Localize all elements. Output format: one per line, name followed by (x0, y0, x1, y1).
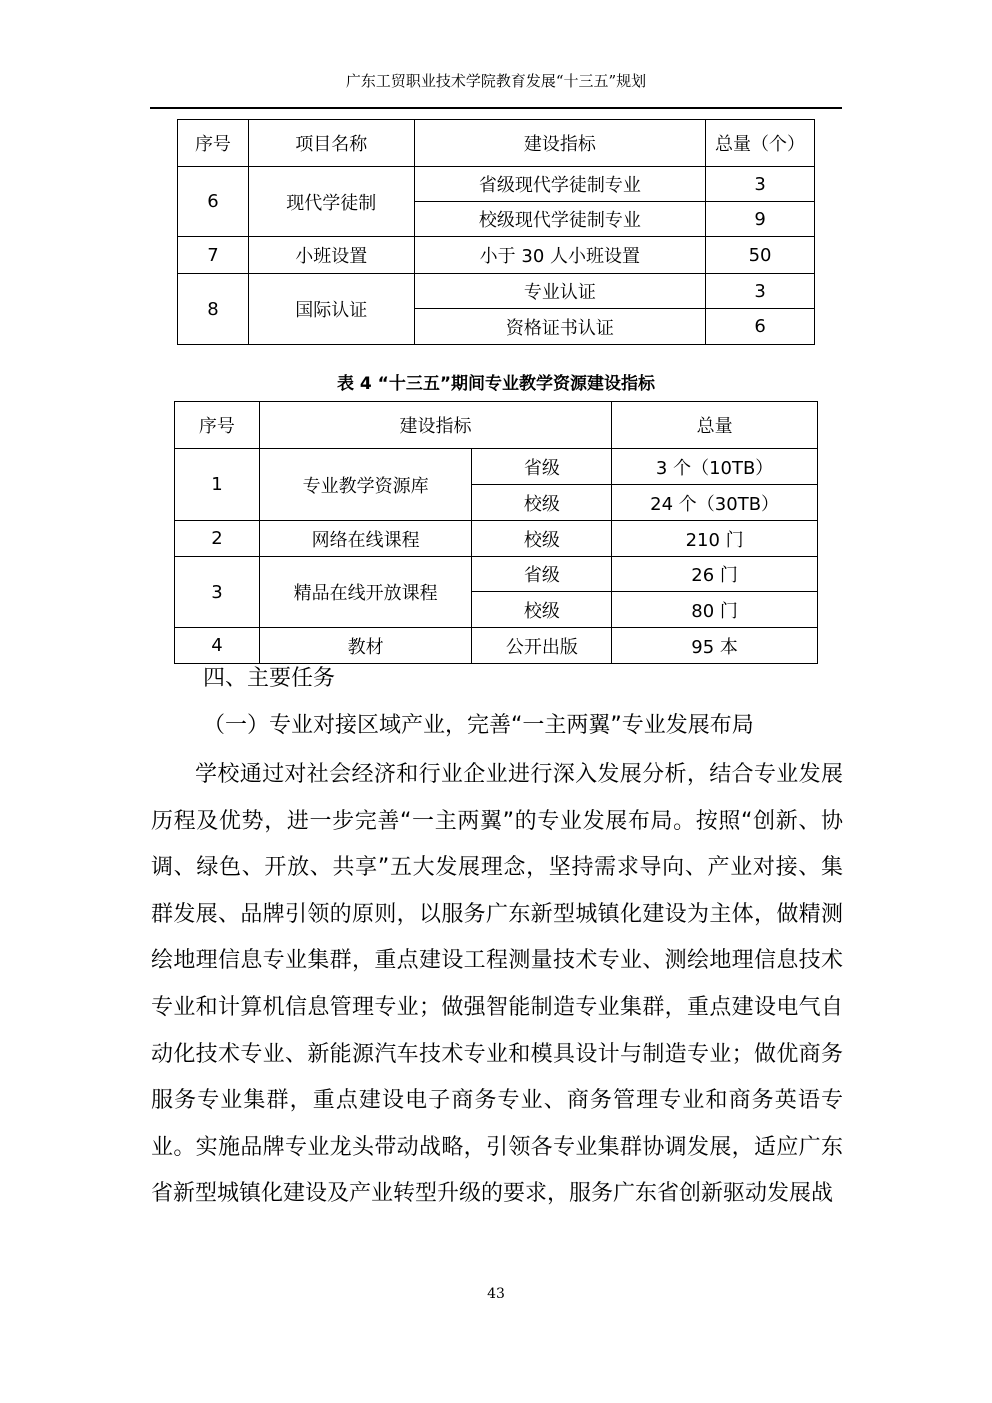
total-cell: 24 个（30TB） (612, 485, 818, 521)
table-header-row (178, 120, 815, 167)
indicator-name: 网络在线课程 (259, 521, 472, 557)
indicator-name: 精品在线开放课程 (259, 557, 472, 628)
project-name: 小班设置 (248, 237, 414, 274)
total-cell: 210 门 (612, 521, 818, 557)
table-4 (174, 401, 818, 664)
table-header-cell: 建设指标 (414, 120, 705, 167)
row-number: 8 (178, 274, 249, 345)
table-row (178, 167, 815, 202)
page-number: 43 (487, 1286, 505, 1302)
table-row (175, 449, 818, 485)
level-cell: 公开出版 (472, 628, 612, 664)
table-row (178, 237, 815, 274)
level-cell: 省级 (472, 557, 612, 592)
row-number: 6 (178, 167, 249, 237)
table-header-cell: 总量（个） (706, 120, 815, 167)
header-rule (150, 107, 842, 109)
table-header-cell: 建设指标 (259, 402, 611, 449)
row-number: 7 (178, 237, 249, 274)
row-number: 3 (175, 557, 260, 628)
section-subheading: （一）专业对接区域产业，完善“一主两翼”专业发展布局 (203, 713, 754, 738)
level-cell: 省级 (472, 449, 612, 485)
project-name: 国际认证 (248, 274, 414, 345)
page-header: 广东工贸职业技术学院教育发展“十三五”规划 (345, 72, 647, 90)
table-row (175, 628, 818, 664)
project-name: 现代学徒制 (248, 167, 414, 237)
total-cell: 26 门 (612, 557, 818, 592)
total-cell: 3 (706, 274, 815, 309)
table-row (175, 521, 818, 557)
total-cell: 80 门 (612, 592, 818, 628)
table-header-cell: 项目名称 (248, 120, 414, 167)
total-cell: 3 个（10TB） (612, 449, 818, 485)
total-cell: 95 本 (612, 628, 818, 664)
indicator-cell: 资格证书认证 (414, 309, 705, 345)
indicator-name: 教材 (259, 628, 472, 664)
indicator-cell: 小于 30 人小班设置 (414, 237, 705, 274)
table-header-cell: 序号 (175, 402, 260, 449)
table-3 (177, 119, 815, 345)
table-header-cell: 总量 (612, 402, 818, 449)
row-number: 1 (175, 449, 260, 521)
table-header-cell: 序号 (178, 120, 249, 167)
indicator-cell: 专业认证 (414, 274, 705, 309)
table-row (175, 557, 818, 592)
level-cell: 校级 (472, 592, 612, 628)
row-number: 2 (175, 521, 260, 557)
level-cell: 校级 (472, 485, 612, 521)
indicator-cell: 省级现代学徒制专业 (414, 167, 705, 202)
body-paragraph: 学校通过对社会经济和行业企业进行深入发展分析，结合专业发展历程及优势，进一步完善“一主两翼”的专业发展布局。按照“创新、协调、绿色、开放、共享”五大发展理念，坚持需求导向、产业对接、集群发展、品牌引领的原则，以服务广东新型城镇化建设为主体，做精测绘地理信息专业集群，重点建设工程测量技术专业、测绘地理信息技术专业和计算机信息管理专业；做强智能制造专业集群，重点建设电气自动化技术专业、新能源汽车技术专业和模具设计与制造专业；做优商务服务专业集群，重点建设电子商务专业、商务管理专业和商务英语专业。实施品牌专业龙头带动战略，引领各专业集群协调发展，适应广东省新型城镇化建设及产业转型升级的要求，服务广东省创新驱动发展战 (151, 762, 843, 1207)
indicator-name: 专业教学资源库 (259, 449, 472, 521)
total-cell: 50 (706, 237, 815, 274)
indicator-cell: 校级现代学徒制专业 (414, 202, 705, 237)
level-cell: 校级 (472, 521, 612, 557)
row-number: 4 (175, 628, 260, 664)
total-cell: 3 (706, 167, 815, 202)
total-cell: 6 (706, 309, 815, 345)
table-4-caption: 表 4 “十三五”期间专业教学资源建设指标 (336, 374, 655, 394)
section-heading: 四、主要任务 (203, 666, 336, 691)
total-cell: 9 (706, 202, 815, 237)
table-header-row (175, 402, 818, 449)
table-row (178, 274, 815, 309)
